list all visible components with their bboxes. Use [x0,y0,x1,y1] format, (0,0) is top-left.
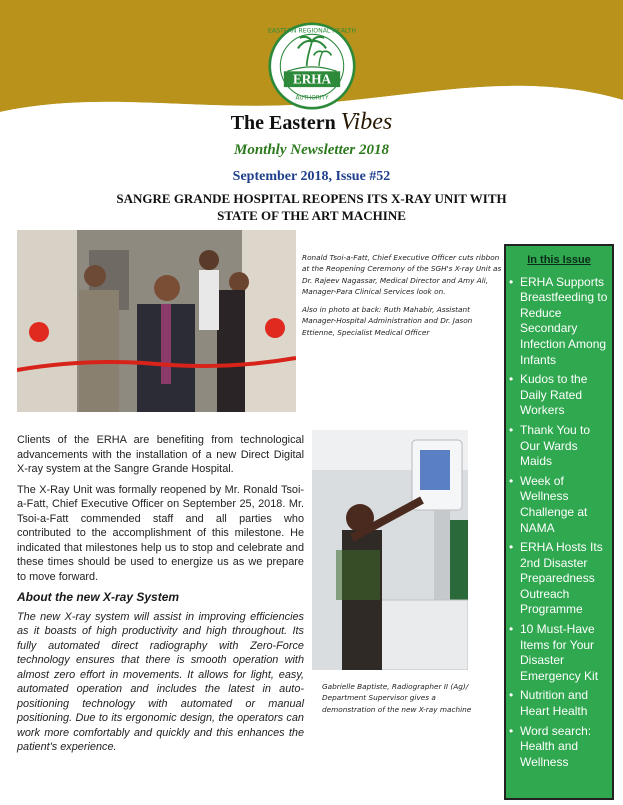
sidebar-list [506,275,612,771]
sidebar-title: In this Issue [527,254,591,266]
erha-logo [268,22,356,110]
issue-info: September 2018, Issue #52 [232,169,391,184]
caption-paragraph: Ronald Tsoi-a-Fatt, Chief Executive Officer cuts ribbon at the Reopening Ceremony of the SGH's X-ray Unit as Dr. Rajeev Nagassar, Medical Director and Amy Ali, Manager-Para Clinical Services look on. [302,253,502,296]
sidebar-item: • Nutrition and Heart Health [509,688,589,719]
article-paragraph: Clients of the ERHA are benefiting from technological advancements with the installation of a new Direct Digital X-ray system at the Sangre Grande Hospital. [17,434,304,475]
sidebar-item: • Word search: Health and Wellness [509,723,592,769]
article-headline [100,190,523,224]
newsletter-subtitle: Monthly Newsletter 2018 [233,142,389,158]
logo-text-top: EASTERN REGIONAL HEALTH [268,27,356,35]
newsletter-name-prefix: The Eastern [230,112,341,134]
bullet-icon: • [509,372,514,387]
newsletter-name-accent: Vibes [340,109,393,135]
bullet-icon: • [509,688,514,703]
article-paragraph: The X-Ray Unit was formally reopened by Mr. Ronald Tsoi-a-Fatt, Chief Executive Officer on September 25, 2018. Mr. Tsoi-a-Fatt commended staff and all parties who contributed to the accomplishment of this milestone. He indicated that milestones help us to stop and celebrate and these times should be used to energize us as we prepare to move forward. [17,483,304,583]
logo-abbr: ERHA [292,71,332,87]
bullet-icon: • [509,540,514,555]
article-body [17,433,304,761]
headline-line-1: SANGRE GRANDE HOSPITAL REOPENS ITS X-RAY UNIT WITH [116,191,507,206]
xray-demo-photo [312,430,468,670]
xray-photo-caption: Gabrielle Baptiste, Radiographer II (Ag)/ Department Supervisor gives a demonstration of the new X-ray machine [322,682,472,714]
bullet-icon: • [509,622,514,637]
in-this-issue-sidebar [504,244,614,800]
sidebar-item: • Thank You to Our Wards Maids [509,422,591,469]
newsletter-name [0,109,623,136]
headline-line-2: STATE OF THE ART MACHINE [217,208,406,223]
sidebar-item: • 10 Must-Have Items for Your Disaster Emergency Kit [509,622,599,683]
bullet-icon: • [509,274,514,289]
section-paragraph: The new X-ray system will assist in improving efficiencies as it boasts of high productivity and high throughout. Its fully automated direct radiography with Zero-Force technology ensures that there is smooth operation with almost zero effort in movements. It allows for light, easy, automated operation and includes the latest in auto-positioning technology with automated or manual positioning. Due to its ergonomic design, the operators can work more comfortably and quickly and this enhances the patient's experience. [17,610,304,753]
logo-text-bottom: AUTHORITY [295,95,329,102]
sidebar-item: • ERHA Hosts Its 2nd Disaster Preparedness Outreach Programme [509,540,603,617]
sidebar-item: • Kudos to the Daily Rated Workers [509,372,588,418]
section-heading: About the new X-ray System [17,590,180,604]
bullet-icon: • [509,723,514,738]
ribbon-cutting-photo [17,230,296,412]
bullet-icon: • [509,422,514,437]
caption-paragraph: Also in photo at back: Ruth Mahabir, Assistant Manager-Hospital Administration and Dr. Jason Ettienne, Specialist Medical Officer [302,305,473,337]
sidebar-item: • Week of Wellness Challenge at NAMA [509,473,588,535]
ribbon-photo-caption [302,252,502,345]
bullet-icon: • [509,473,514,488]
sidebar-item: • ERHA Supports Breastfeeding to Reduce Secondary Infection Among Infants [509,274,608,367]
